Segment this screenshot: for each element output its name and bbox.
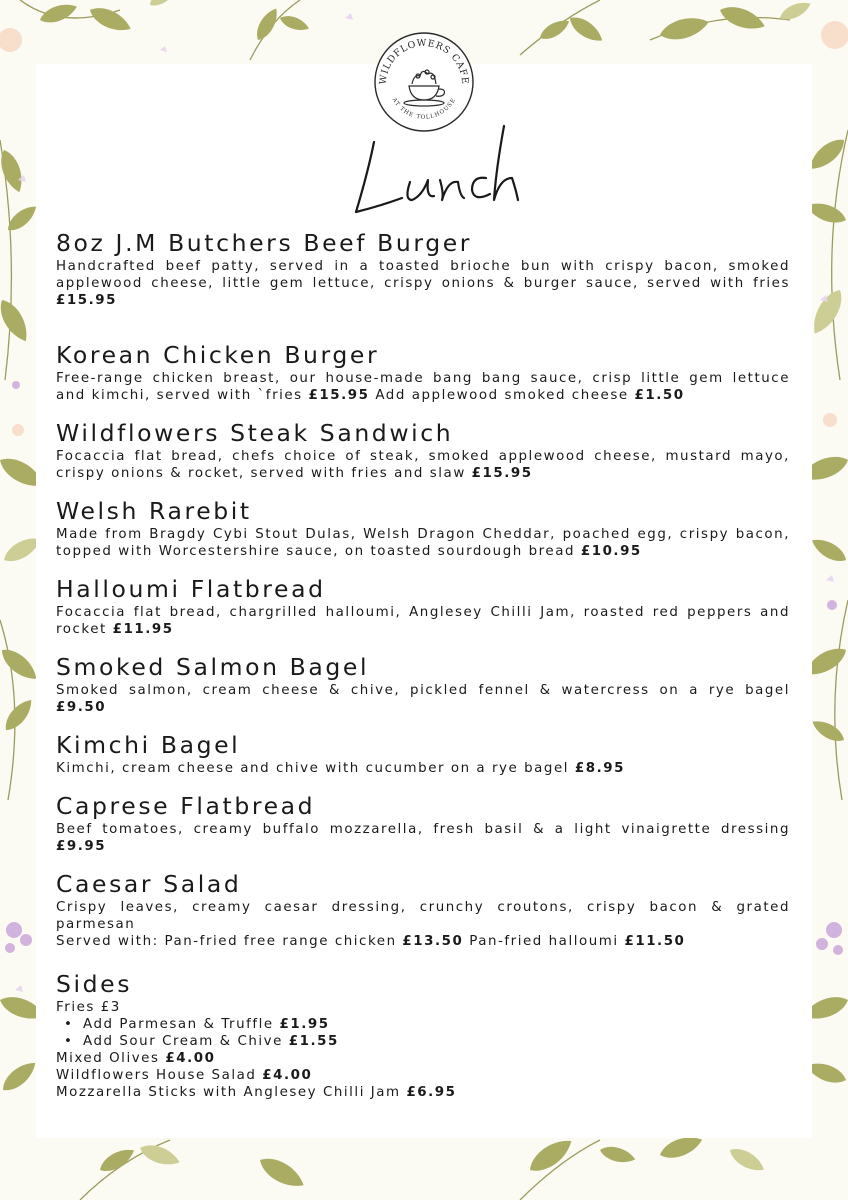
dish-price: £9.95 (56, 839, 107, 854)
dish-price: £15.95 (56, 293, 117, 308)
dish-description: Focaccia flat bread, chargrilled halloumi, Anglesey Chilli Jam, roasted red peppers and rocket £11.95 (56, 605, 790, 637)
dish-description: Smoked salmon, cream cheese & chive, pickled fennel & watercress on a rye bagel £9.50 (56, 683, 790, 715)
side-item: Mixed Olives £4.00 (56, 1051, 216, 1066)
dish-price: £15.95 (471, 466, 533, 481)
dish-price: £8.95 (574, 761, 625, 776)
dish-name: Kimchi Bagel (56, 731, 241, 759)
dish-served-with: Served with: Pan-fried free range chicken £13.50 Pan-fried halloumi £11.50 (56, 934, 686, 949)
menu-item (56, 791, 790, 855)
dish-description: Kimchi, cream cheese and chive with cucumber on a rye bagel £8.95 (56, 761, 625, 776)
dish-price: £15.95 (308, 388, 370, 403)
menu-item (56, 496, 790, 560)
dish-description: Beef tomatoes, creamy buffalo mozzarella, fresh basil & a light vinaigrette dressing £9.95 (56, 822, 790, 854)
menu-item (56, 228, 790, 309)
dish-name: Korean Chicken Burger (56, 341, 380, 369)
menu-item (56, 869, 790, 950)
dish-name: 8oz J.M Butchers Beef Burger (56, 229, 473, 257)
side-addon: • Add Sour Cream & Chive £1.55 (56, 1033, 790, 1050)
sides-title: Sides (56, 970, 133, 998)
menu-item (56, 652, 790, 716)
dish-extra: Add applewood smoked cheese (375, 388, 629, 403)
dish-description: Crispy leaves, creamy caesar dressing, crunchy croutons, crispy bacon & grated parmesan (56, 900, 790, 932)
dish-name: Wildflowers Steak Sandwich (56, 419, 454, 447)
side-addon: • Add Parmesan & Truffle £1.95 (56, 1016, 790, 1033)
dish-description: Focaccia flat bread, chefs choice of steak, smoked applewood cheese, mustard mayo, crispy onions & rocket, served with fries and slaw £15.95 (56, 449, 790, 481)
dish-name: Smoked Salmon Bagel (56, 653, 370, 681)
lunch-menu (56, 228, 790, 1101)
dish-name: Welsh Rarebit (56, 497, 252, 525)
dish-extra-price: £1.50 (634, 388, 685, 403)
side-item: Fries £3 (56, 1000, 121, 1015)
dish-description: Made from Bragdy Cybi Stout Dulas, Welsh Dragon Cheddar, poached egg, crispy bacon, topped with Worcestershire sauce, on toasted sourdough bread £10.95 (56, 527, 790, 559)
logo-name: WILDFLOWERS CAFE (377, 37, 471, 86)
menu-item (56, 574, 790, 638)
dish-description: Handcrafted beef patty, served in a toasted brioche bun with crispy bacon, smoked applewood cheese, little gem lettuce, crispy onions & burger sauce, served with fries £15.95 (56, 259, 790, 308)
lunch-heading (340, 112, 530, 222)
side-item: Mozzarella Sticks with Anglesey Chilli Jam £6.95 (56, 1085, 457, 1100)
dish-price: £10.95 (580, 544, 642, 559)
menu-item (56, 730, 790, 777)
dish-description: Free-range chicken breast, our house-made bang bang sauce, crisp little gem lettuce and kimchi, served with `fries £15.95 Add applewood smoked cheese £1.50 (56, 371, 790, 403)
menu-item (56, 340, 790, 404)
dish-name: Caesar Salad (56, 870, 242, 898)
dish-name: Caprese Flatbread (56, 792, 316, 820)
dish-price: £11.95 (112, 622, 174, 637)
dish-price: £9.50 (56, 700, 107, 715)
logo-subtitle: AT THE TOLLHOUSE (390, 97, 458, 121)
dish-name: Halloumi Flatbread (56, 575, 326, 603)
sides-section (56, 969, 790, 1101)
side-item: Wildflowers House Salad £4.00 (56, 1068, 313, 1083)
menu-item (56, 418, 790, 482)
